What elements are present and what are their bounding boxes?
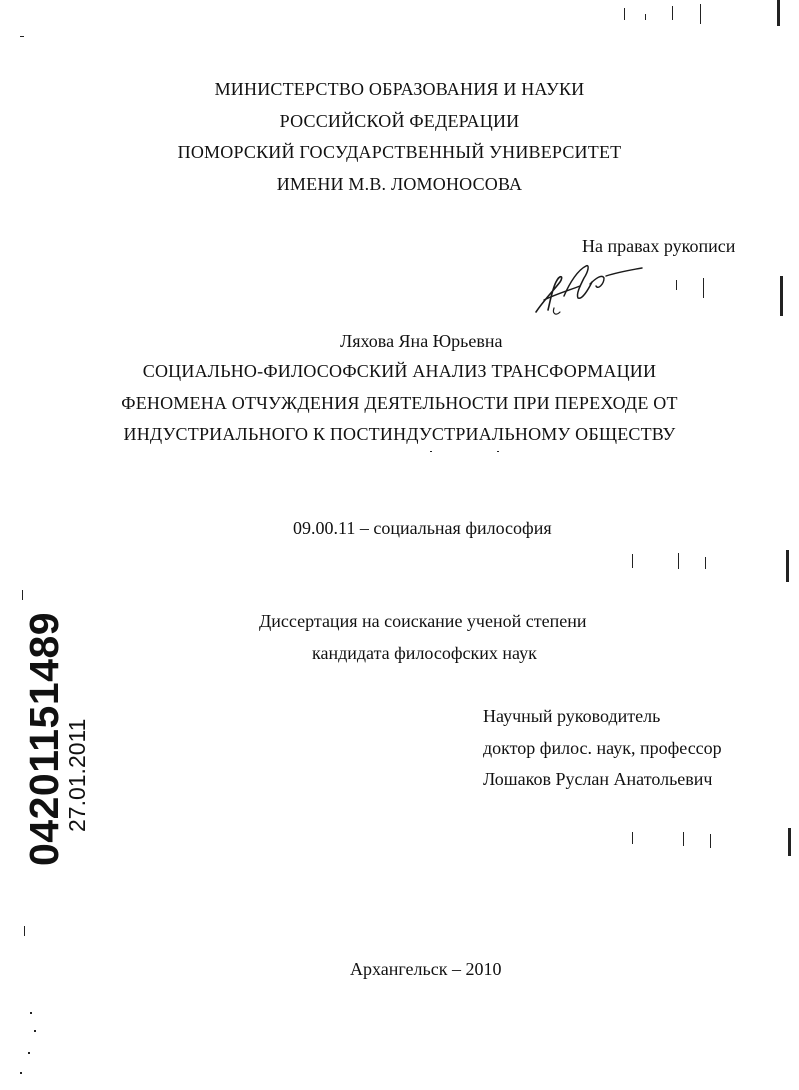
scan-mark bbox=[28, 1052, 30, 1054]
degree-line-1: Диссертация на соискание ученой степени bbox=[259, 611, 587, 631]
scan-mark bbox=[700, 4, 701, 24]
institution-line-1: МИНИСТЕРСТВО ОБРАЗОВАНИЯ И НАУКИ bbox=[214, 79, 585, 99]
stamp-number: 04201151489 bbox=[21, 611, 67, 866]
scan-mark bbox=[430, 451, 432, 452]
scan-mark bbox=[645, 14, 646, 20]
scan-mark bbox=[22, 590, 23, 600]
title-line-2: ФЕНОМЕНА ОТЧУЖДЕНИЯ ДЕЯТЕЛЬНОСТИ ПРИ ПЕРЕХОДЕ ОТ bbox=[121, 393, 678, 413]
scan-mark bbox=[703, 278, 704, 298]
supervisor-credentials: доктор филос. наук, профессор bbox=[483, 738, 722, 758]
scan-mark bbox=[788, 828, 791, 856]
scan-mark bbox=[497, 451, 499, 452]
scan-mark bbox=[678, 553, 679, 569]
scan-mark bbox=[624, 8, 625, 20]
scan-mark bbox=[632, 832, 633, 844]
scan-mark bbox=[676, 280, 677, 290]
scan-mark bbox=[632, 554, 633, 568]
signature-icon bbox=[530, 260, 650, 320]
supervisor-label: Научный руководитель bbox=[483, 706, 661, 726]
scan-mark bbox=[777, 0, 780, 26]
scan-mark bbox=[786, 550, 789, 582]
specialty-code: 09.00.11 – социальная философия bbox=[293, 518, 552, 538]
degree-line-2: кандидата философских наук bbox=[312, 643, 537, 663]
stamp-date: 27.01.2011 bbox=[64, 718, 90, 832]
title-line-1: СОЦИАЛЬНО-ФИЛОСОФСКИЙ АНАЛИЗ ТРАНСФОРМАЦИИ bbox=[142, 361, 657, 381]
scan-mark bbox=[780, 276, 783, 316]
manuscript-rights-note: На правах рукописи bbox=[582, 236, 736, 256]
scan-mark bbox=[20, 36, 24, 37]
scan-mark bbox=[710, 834, 711, 848]
title-line-3: ИНДУСТРИАЛЬНОГО К ПОСТИНДУСТРИАЛЬНОМУ ОБЩЕСТВУ bbox=[123, 424, 676, 444]
scan-mark bbox=[683, 832, 684, 846]
institution-line-3: ПОМОРСКИЙ ГОСУДАРСТВЕННЫЙ УНИВЕРСИТЕТ bbox=[177, 142, 622, 162]
scan-mark bbox=[34, 1030, 36, 1032]
scan-mark bbox=[30, 1012, 32, 1014]
scan-mark bbox=[672, 6, 673, 20]
scan-mark bbox=[20, 1072, 22, 1074]
institution-line-2: РОССИЙСКОЙ ФЕДЕРАЦИИ bbox=[279, 111, 520, 131]
scan-mark bbox=[24, 926, 25, 936]
scan-mark bbox=[705, 557, 706, 569]
city-year: Архангельск – 2010 bbox=[350, 959, 502, 979]
author-name: Ляхова Яна Юрьевна bbox=[340, 331, 503, 351]
institution-line-4: ИМЕНИ М.В. ЛОМОНОСОВА bbox=[276, 174, 523, 194]
supervisor-name: Лошаков Руслан Анатольевич bbox=[483, 769, 713, 789]
